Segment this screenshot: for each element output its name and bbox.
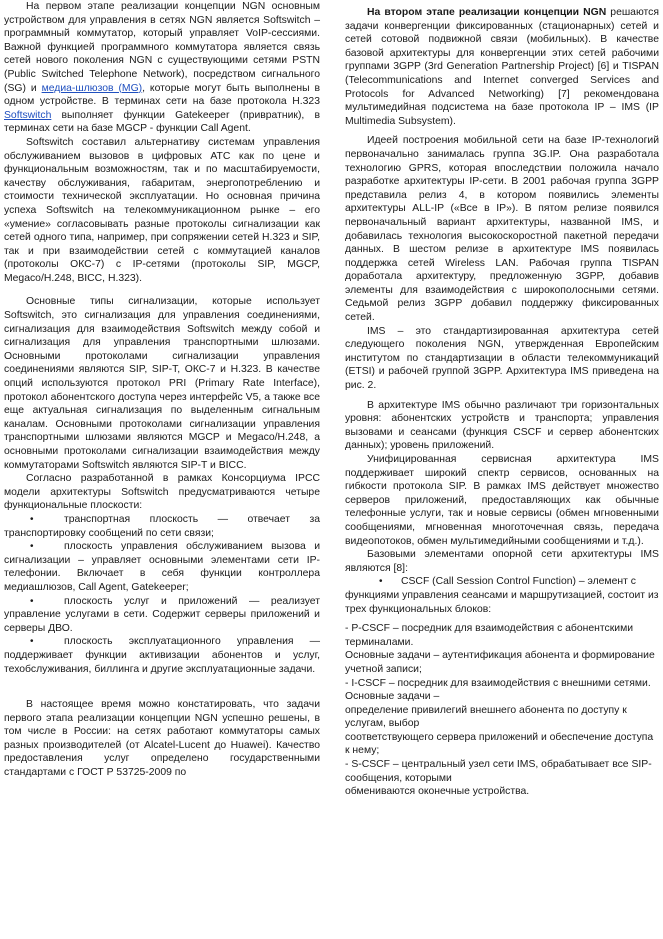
- paragraph-current-state: В настоящее время можно констатировать, что задачи первого этапа реализации концепции NGN успешно решены, в том числе в России: на сетях работают коммутаторы самых разных производителей (от Alcatel-Lucent до Huawei). Качество предоставления услуг определено государственными стандартами с ГОСТ Р 53725-2009 по: [4, 699, 320, 779]
- scscf-tasks: обмениваются оконечные устройства.: [345, 786, 530, 798]
- paragraph-second-stage: На втором этапе реализации концепции NGN решаются задачи конвергенции фиксированных (стационарных) сетей и сетей сотовой подвижной связи (мобильных). В качестве базовой архитектуры для конвергенции этих сетей рабочими группами 3GPP (3rd Generation Partnership Project) [6] и TISPAN (Telecommunications and Internet converged Services and Protocols for Advanced Networking) [7] рекомендована мультимедийная подсистема на базе протокола IP – IMS (IP Multimedia Subsystem).: [345, 7, 659, 127]
- pcscf-item: - P-CSCF – посредник для взаимодействия с абонентскими терминалами.: [345, 623, 634, 648]
- media-gateways-link[interactable]: медиа-шлюзов (MG): [41, 82, 143, 94]
- left-column: [4, 0, 320, 780]
- list-item: • транспортная плоскость — отвечает за транспортировку сообщений по сети связи;: [4, 513, 320, 539]
- paragraph-ims-definition: IMS – это стандартизированная архитектура сетей следующего поколения NGN, утвержденная Европейским институтом по стандартизации в области телекоммуникаций (ETSI) и рабочей группой 3GPP. Архитектура IMS приведена на рис. 2.: [345, 325, 659, 392]
- paragraph-ims-history: Идеей построения мобильной сети на базе IP-технологий первоначально занималась группа 3G.IP. Она разработала технологию GPRS, которая впоследствии положила начало разработке архитектуры IP-сети. В 2001 рабочая группа 3GPP представила релиз 4, в котором появились элементы архитектуры ALL-IP («Все в IP»). В пятом релизе появился первоначальный вариант архитектуры, названной IMS, и добавилась технология высокоскоростной пакетной передачи данных. В шестом релизе в архитектуре IMS появилась поддержка сетей Wireless LAN. Рабочая группа TISPAN доработала архитектуру, предложенную 3GPP, добавив элементы для взаимодействия с широкополосными сетями. Седьмой релиз 3GPP добавил поддержку фиксированных сетей.: [345, 135, 659, 324]
- softswitch-link[interactable]: Softswitch: [4, 109, 52, 121]
- list-item: • плоскость услуг и приложений — реализует управление услугами в сети. Содержит серверы приложений и серверы ДВО.: [4, 595, 320, 634]
- scscf-item: - S-CSCF – центральный узел сети IMS, обрабатывает все SIP-сообщения, которыми: [345, 759, 652, 784]
- paragraph-ims-levels: В архитектуре IMS обычно различают три горизонтальных уровня: абонентских устройств и транспорта; управления вызовами и сеансами (функция CSCF и сервер абонентских данных); уровень приложений.: [345, 399, 659, 452]
- paragraph-softswitch-intro: На первом этапе реализации концепции NGN основным устройством для управления в сетях NGN является Softswitch – программный коммутатор, который управляет VoIP-сессиями. Важной функцией программного коммутатора является связь сетей нового поколения NGN с существующими сетями PSTN (Public Switched Telephone Network), посредством сигнального (SG) и медиа-шлюзов (MG), которые могут быть выполнены в одном устройстве. В терминах сети на базе протокола H.323 Softswitch выполняет функции Gatekeeper (привратник), в терминах сети на базе MGCP - функции Call Agent.: [4, 1, 321, 135]
- list-item: • плоскость эксплуатационного управления — поддерживает функции активизации абонентов и услуг, техобслуживания, биллинга и другие эксплуатационные задачи.: [4, 636, 320, 675]
- pcscf-tasks: Основные задачи – аутентификация абонента и формирование учетной записи;: [345, 650, 655, 675]
- list-item: • плоскость управления обслуживанием вызова и сигнализации – управляет основными элементами сети IP-телефонии. Включает в себя функции контроллера медиашлюзов, Call Agent, Gatekeeper;: [4, 541, 320, 593]
- icscf-item: - I-CSCF – посредник для взаимодействия с внешними сетями. Основные задачи –: [345, 677, 651, 703]
- list-item: • CSCF (Call Session Control Function) – элемент с функциями управления сеансами и маршрутизацией, состоит из трех функциональных блоков:: [345, 576, 659, 615]
- paragraph-ims-services: Унифицированная сервисная архитектура IMS поддерживает широкий спектр сервисов, основанных на гибкости протокола SIP. В рамках IMS действует множество серверов приложений, предоставляющих как обычные телефонные услуги, так и новые сервисы (обмен мгновенными сообщениями, мгновенная многоточечная связь, передача видеопотоков, обмен мультимедийными сообщениями и т.д.).: [345, 454, 659, 547]
- bullet-icon: •: [30, 595, 34, 607]
- paragraph-signaling-types: Основные типы сигнализации, которые использует Softswitch, это сигнализация для управления соединениями, сигнализация для взаимодействия Softswitch между собой и сигнализация для управления транспортными шлюзами. Основными протоколами сигнализации управления соединениями являются SIP, SIP-T, ОКС-7 и H.323. В качестве опций используются протокол PRI (Primary Rate Interface), протокол абонентского доступа через интерфейс V5, а также все еще актуальная сигнализация по выделенным сигнальным каналам. Основными протоколами сигнализации управления транспортными шлюзами являются MGCP и Megaco/H.248, а основными протоколами сигнализации взаимодействия между коммутаторами Softswitch являются SIP-T и BICC.: [4, 296, 320, 471]
- paragraph-ipcc-model: Согласно разработанной в рамках Консорциума IPCC модели архитектуры Softswitch предусматриваются четыре функциональные плоскости:: [4, 473, 320, 512]
- paragraph-softswitch-alternative: Softswitch составил альтернативу системам управления обслуживанием вызовов в цифровых АТС как по цене и функциональным возможностям, так и по масштабируемости, качеству обслуживания, габаритам, энергопотреблению и стоимости технической эксплуатации. Но основная причина успеха Softswitch на телекоммуникационном рынке – его «умение» согласовывать разные протоколы сигнализации как сетей одного типа, например, при сопряжении сетей H.323 и SIP, так и при взаимодействии сетей с коммутацией каналов (протоколы ОКС-7) с IP-сетями (протоколы SIP, MGCP, Megaco/H.248, BICC, H.323).: [4, 136, 320, 284]
- bullet-icon: •: [379, 576, 383, 588]
- paragraph-ims-core: Базовыми элементами опорной сети архитектуры IMS являются [8]:: [345, 549, 659, 574]
- icscf-tasks-1: определение привилегий внешнего абонента по доступу к услугам, выбор: [345, 704, 627, 730]
- icscf-tasks-2: соответствующего сервера приложений и обеспечение доступа к нему;: [345, 731, 654, 757]
- right-column: [345, 0, 659, 799]
- bullet-icon: •: [30, 513, 34, 525]
- bullet-icon: •: [30, 541, 34, 553]
- bullet-icon: •: [30, 636, 34, 648]
- second-stage-heading: На втором этапе реализации концепции NGN: [367, 7, 607, 18]
